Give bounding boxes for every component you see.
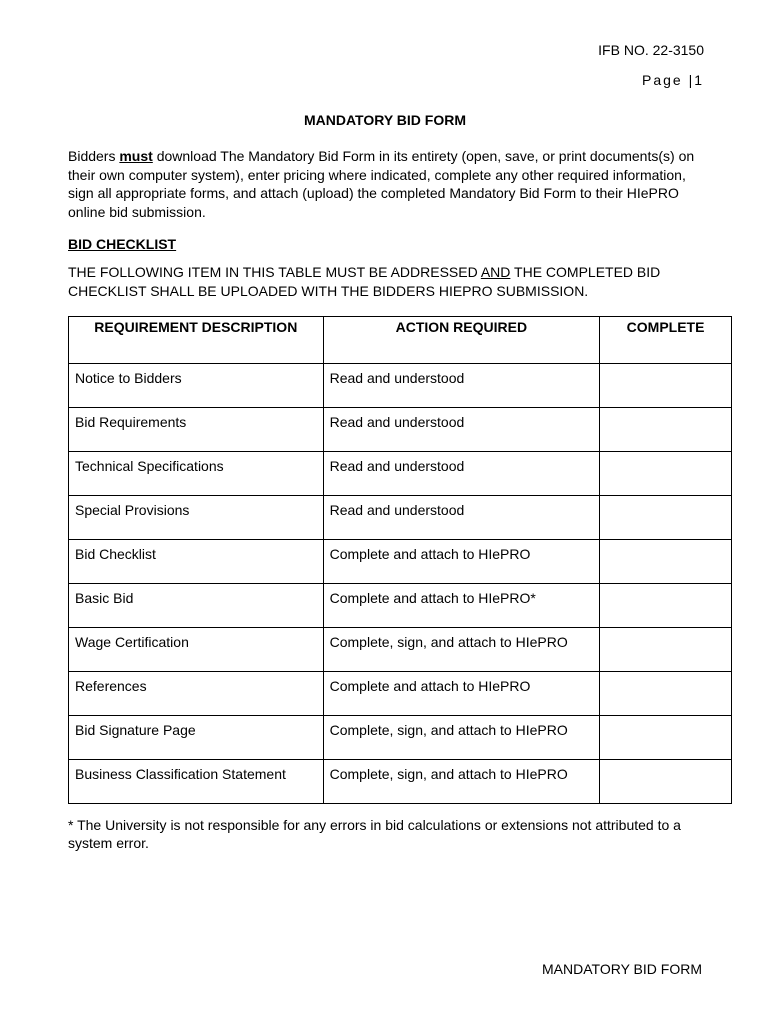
complete-checkbox-cell[interactable] [600,540,732,584]
requirement-cell: Bid Requirements [69,408,324,452]
table-row [69,584,732,628]
complete-checkbox-cell[interactable] [600,760,732,804]
action-cell: Read and understood [323,364,600,408]
page-footer: MANDATORY BID FORM [542,961,702,977]
complete-checkbox-cell[interactable] [600,716,732,760]
notice-text-end: THE COMPLETED BID CHECKLIST SHALL BE UPLOADED WITH THE BIDDERS HIEPRO SUBMISSION. [68,264,661,299]
complete-checkbox-cell[interactable] [600,452,732,496]
action-cell: Read and understood [323,408,600,452]
page-number: Page |1 [641,72,704,88]
action-cell: Complete, sign, and attach to HIePRO [323,716,600,760]
action-cell: Complete and attach to HIePRO [323,540,600,584]
table-row [69,408,732,452]
table-row [69,452,732,496]
requirement-cell: Special Provisions [69,496,324,540]
header-action-required: ACTION REQUIRED [323,317,600,364]
footnote: * The University is not responsible for any errors in bid calculations or extensions not attributed to a system error. [68,817,681,851]
table-row [69,672,732,716]
bid-checklist-heading: BID CHECKLIST [68,236,177,252]
table-header-row [69,317,732,364]
intro-text-end: download The Mandatory Bid Form in its entirety (open, save, or print documents(s) on their own computer system), enter pricing where indicated, complete any other required information, sign all appropriate forms, and attach (upload) the completed Mandatory Bid Form to their HIePRO online bid submission. [68,148,695,220]
complete-checkbox-cell[interactable] [600,628,732,672]
complete-checkbox-cell[interactable] [600,672,732,716]
action-cell: Read and understood [323,496,600,540]
table-row [69,760,732,804]
action-cell: Complete, sign, and attach to HIePRO [323,628,600,672]
requirement-cell: Technical Specifications [69,452,324,496]
action-cell: Complete, sign, and attach to HIePRO [323,760,600,804]
complete-checkbox-cell[interactable] [600,408,732,452]
intro-text-start: Bidders [68,148,120,164]
table-row [69,716,732,760]
header-complete: COMPLETE [600,317,732,364]
table-row [69,628,732,672]
notice-text-start: THE FOLLOWING ITEM IN THIS TABLE MUST BE ADDRESSED [68,264,481,280]
requirement-cell: References [69,672,324,716]
requirement-cell: Basic Bid [69,584,324,628]
table-row [69,496,732,540]
requirement-cell: Wage Certification [69,628,324,672]
intro-paragraph [68,147,708,221]
notice-and-emphasis: AND [480,264,511,280]
complete-checkbox-cell[interactable] [600,584,732,628]
intro-must-emphasis: must [119,148,153,164]
action-cell: Complete and attach to HIePRO [323,672,600,716]
requirement-cell: Notice to Bidders [69,364,324,408]
header-requirement-description: REQUIREMENT DESCRIPTION [69,317,324,364]
bid-checklist-table [68,316,732,804]
ifb-number: IFB NO. 22-3150 [598,42,704,58]
document-title: MANDATORY BID FORM [303,112,467,128]
requirement-cell: Business Classification Statement [69,760,324,804]
table-row [69,540,732,584]
action-cell: Read and understood [323,452,600,496]
checklist-notice [68,263,708,300]
complete-checkbox-cell[interactable] [600,496,732,540]
complete-checkbox-cell[interactable] [600,364,732,408]
requirement-cell: Bid Signature Page [69,716,324,760]
action-cell: Complete and attach to HIePRO* [323,584,600,628]
table-row [69,364,732,408]
requirement-cell: Bid Checklist [69,540,324,584]
table-body [69,364,732,804]
